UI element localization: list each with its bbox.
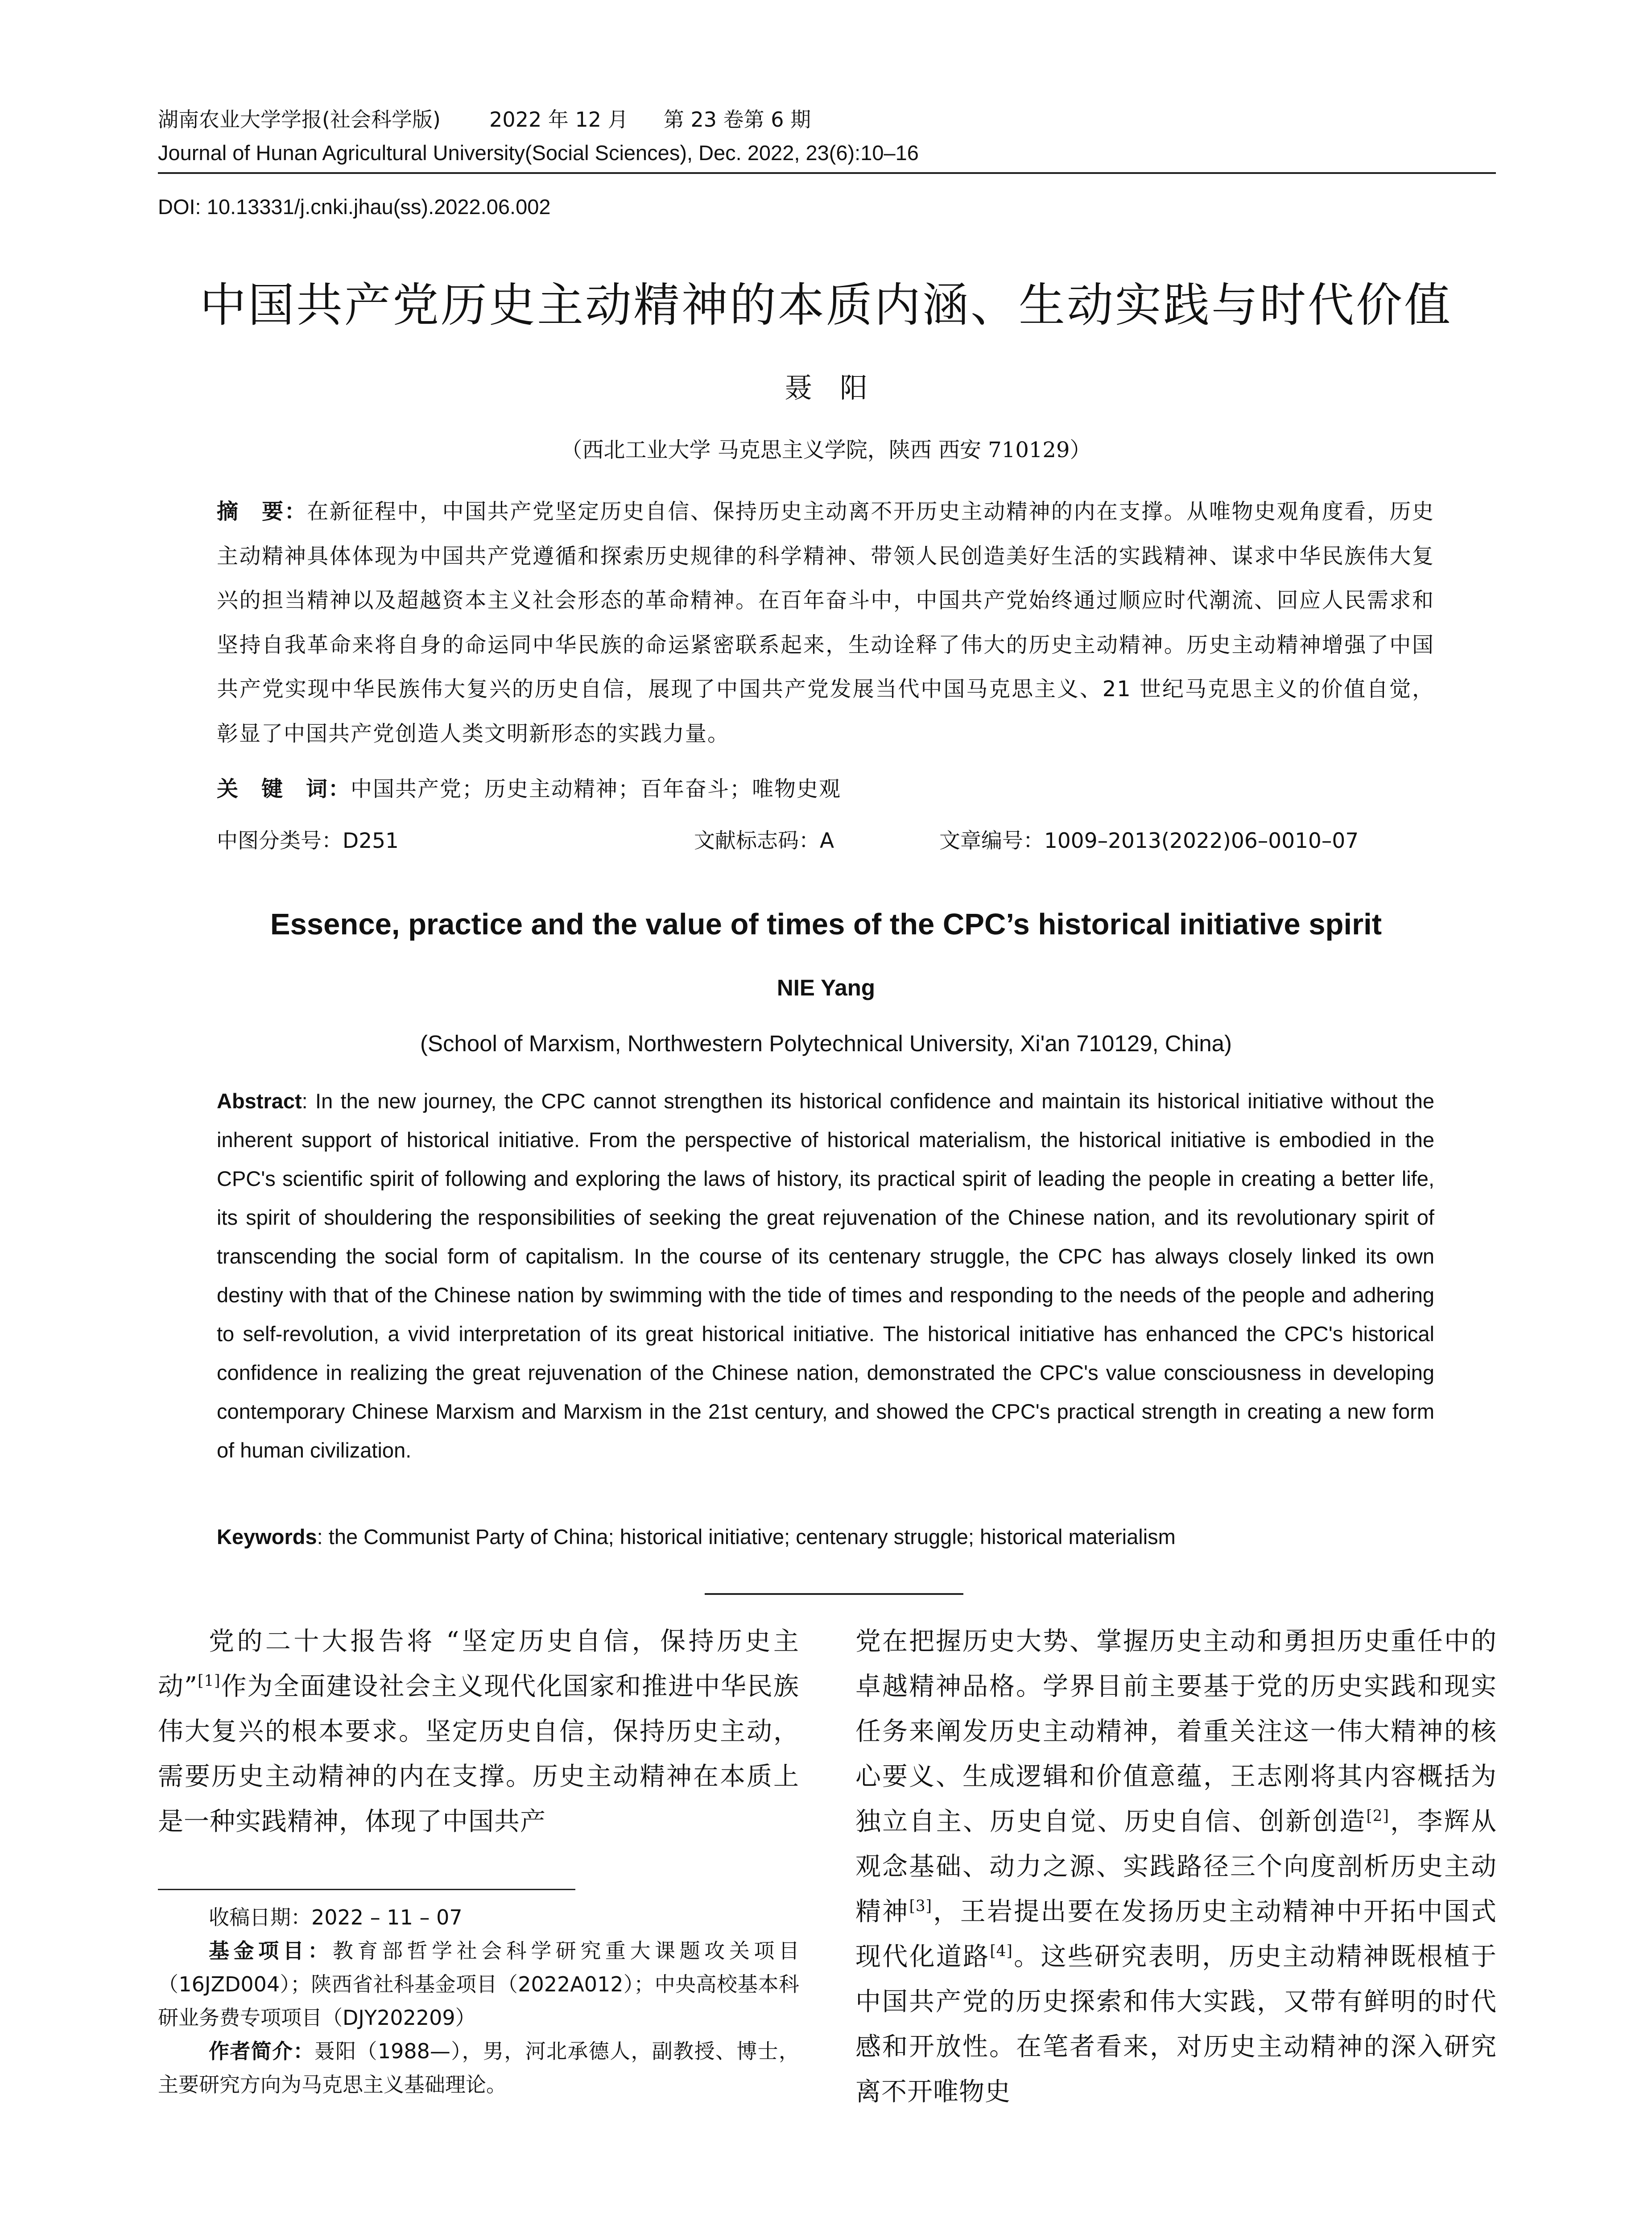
issue-volume-cn: 第 23 卷第 6 期 [663,107,811,132]
abstract-cn-text: 在新征程中，中国共产党坚定历史自信、保持历史主动离不开历史主动精神的内在支撑。从唯物史观角度看，历史主动精神具体体现为中国共产党遵循和探索历史规律的科学精神、带领人民创造美好生活的实践精神、谋求中华民族伟大复兴的担当精神以及超越资本主义社会形态的革命精神。在百年奋斗中，中国共产党始终通过顺应时代潮流、回应人民需求和坚持自我革命来将自身的命运同中华民族的命运紧密联系起来，生动诠释了伟大的历史主动精神。历史主动精神增强了中国共产党实现中华民族伟大复兴的历史自信，展现了中国共产党发展当代中国马克思主义、21 世纪马克思主义的价值自觉，彰显了中国共产党创造人类文明新形态的实践力量。 [217,499,1434,746]
footnote-bio [158,2035,799,2102]
keywords-cn-text: 中国共产党；历史主动精神；百年奋斗；唯物史观 [351,776,842,801]
journal-header-en: Journal of Hunan Agricultural University(Social Sciences), Dec. 2022, 23(6):10–16 [158,141,919,165]
abstract-cn-label: 摘 要： [217,499,307,524]
clc-number: 中图分类号：D251 [217,829,399,853]
body-right-text-3: ，王岩提出要在发扬历史主动精神中开拓中国式现代化道路 [855,1897,1497,1971]
bio-text: 聂阳（1988—），男，河北承德人，副教授、博士，主要研究方向为马克思主义基础理论。 [158,2039,800,2097]
issue-date-cn: 2022 年 12 月 [489,107,628,132]
body-left-text-2: 作为全面建设社会主义现代化国家和推进中华民族伟大复兴的根本要求。坚定历史自信，保持历史主动，需要历史主动精神的内在支撑。历史主动精神在本质上是一种实践精神，体现了中国共产 [158,1672,800,1836]
footnote-received: 收稿日期：2022 – 11 – 07 [209,1905,463,1929]
body-right-text-1: 党在把握历史大势、掌握历史主动和勇担历史重任中的卓越精神品格。学界目前主要基于党的历史实践和现实任务来阐发历史主动精神，着重关注这一伟大精神的核心要义、生成逻辑和价值意蕴，王志刚将其内容概括为独立自主、历史自觉、历史自信、创新创造 [855,1627,1497,1836]
keywords-en-text: : the Communist Party of China; historical initiative; centenary struggle; historical materialism [317,1525,1176,1549]
journal-name-cn: 湖南农业大学学报(社会科学版) [158,107,441,132]
footnotes [158,1901,799,2102]
bio-label: 作者简介： [209,2039,314,2063]
citation-4: [4] [990,1942,1013,1960]
affiliation-cn: （西北工业大学 马克思主义学院，陕西 西安 710129） [561,438,1091,463]
body-right-text-2: ，李辉从观念基础、动力之源、实践路径三个向度剖析历史主动精神 [855,1807,1497,1926]
body-column-right [855,1619,1497,2114]
abstract-cn [217,490,1434,756]
journal-header-cn [158,103,811,133]
section-divider [705,1593,963,1595]
citation-1: [1] [198,1672,221,1690]
document-code: 文献标志码：A [694,829,834,853]
body-left-text-1: 党的二十大报告将 “坚定历史自信，保持历史主动” [158,1627,799,1701]
citation-3: [3] [909,1897,933,1915]
citation-2: [2] [1366,1807,1389,1825]
fund-label: 基金项目： [209,1939,333,1963]
keywords-cn [217,767,1434,812]
keywords-en [217,1524,1176,1549]
body-right-text-4: 。这些研究表明，历史主动精神既根植于中国共产党的历史探索和伟大实践，又带有鲜明的时代感和开放性。在笔者看来，对历史主动精神的深入研究离不开唯物史 [855,1942,1497,2106]
paper-title-cn: 中国共产党历史主动精神的本质内涵、生动实践与时代价值 [199,278,1452,332]
body-column-left [158,1619,799,1844]
paper-title-en: Essence, practice and the value of times of the CPC’s historical initiative spirit [270,908,1382,941]
author-en: NIE Yang [776,975,876,1000]
keywords-en-label: Keywords [217,1525,317,1549]
affiliation-en: (School of Marxism, Northwestern Polytechnical University, Xi'an 710129, China) [420,1031,1232,1056]
abstract-en [217,1082,1434,1470]
header-rule [158,172,1496,174]
author-cn: 聂 阳 [784,372,867,404]
abstract-en-label: Abstract [217,1089,302,1113]
abstract-en-text: : In the new journey, the CPC cannot strengthen its historical confidence and maintain its historical initiative without the inherent support of historical initiative. From the perspective of historical materialism, the historical initiative is embodied in the CPC's scientific spirit of following and exploring the laws of history, its practical spirit of leading the people in creating a better life, its spirit of shouldering the responsibilities of seeking the great rejuvenation of the Chinese nation, and its revolutionary spirit of transcending the social form of capitalism. In the course of its centenary struggle, the CPC has always closely linked its own destiny with that of the Chinese nation by swimming with the tide of times and responding to the needs of the people and adhering to self-revolution, a vivid interpretation of its great historical initiative. The historical initiative has enhanced the CPC's historical confidence in realizing the great rejuvenation of the Chinese nation, demonstrated the CPC's value consciousness in developing contemporary Chinese Marxism and Marxism in the 21st century, and showed the CPC's practical strength in creating a new form of human civilization. [217,1089,1434,1462]
footnote-fund [158,1934,799,2035]
keywords-cn-label: 关 键 词： [217,776,351,801]
doi: DOI: 10.13331/j.cnki.jhau(ss).2022.06.002 [158,195,551,219]
article-number: 文章编号：1009–2013(2022)06–0010–07 [939,829,1359,853]
footnote-rule [158,1889,575,1890]
fund-text: 教育部哲学社会科学研究重大课题攻关项目（16JZD004）；陕西省社科基金项目（2022A012）；中央高校基本科研业务费专项项目（DJY202209） [158,1939,800,2030]
